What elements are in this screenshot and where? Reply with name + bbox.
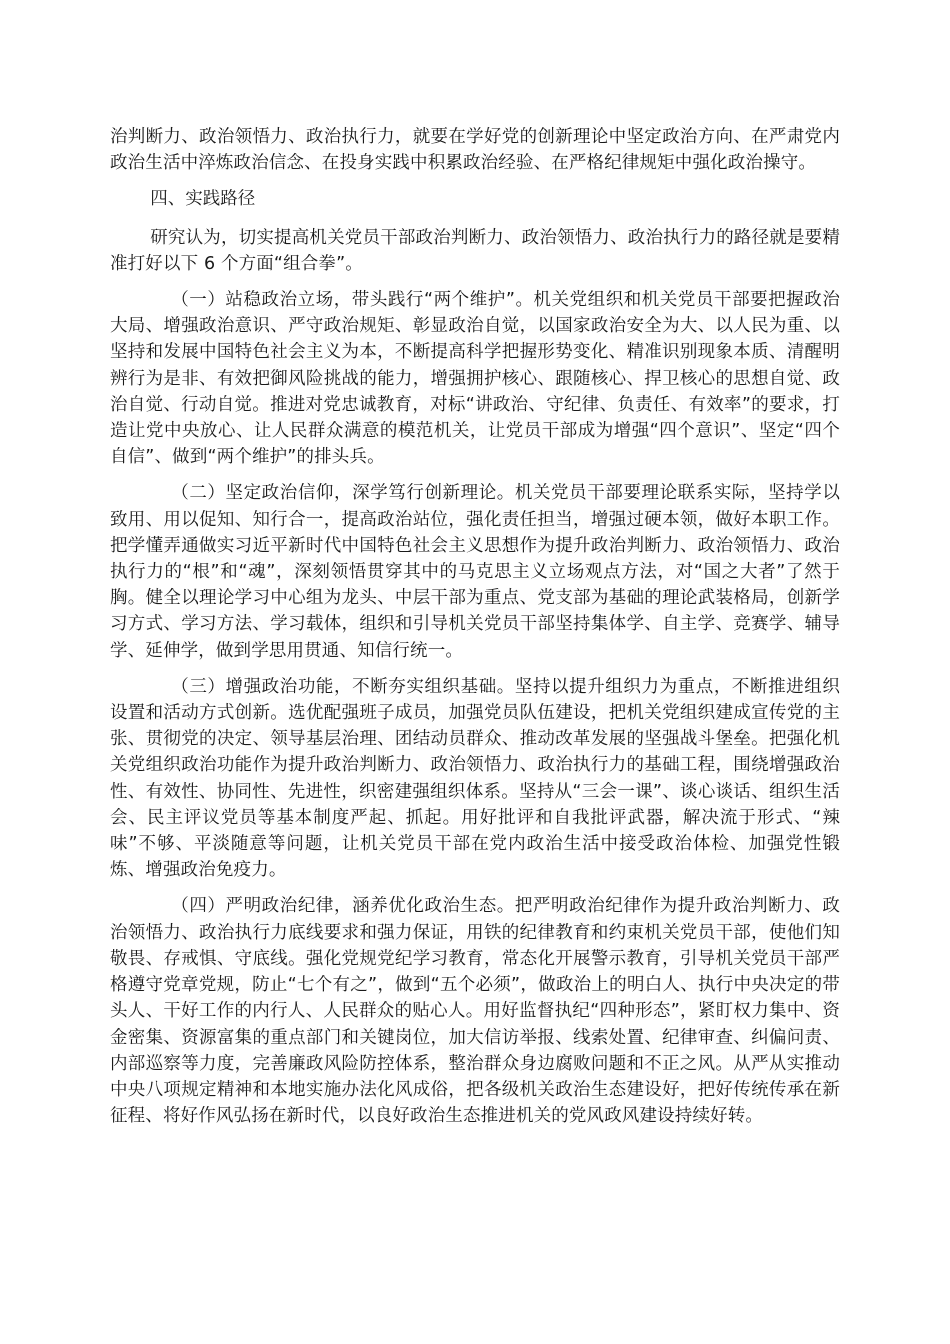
paragraph-item-4: （四）严明政治纪律，涵养优化政治生态。把严明政治纪律作为提升政治判断力、政治领悟力、政治执行力底线要求和强力保证，用铁的纪律教育和约束机关党员干部，使他们知敬畏、存戒惧、守底线。强化党规党纪学习教育，常态化开展警示教育，引导机关党员干部严格遵守党章党规，防止“七个有之”，做到“五个必须”，做政治上的明白人、执行中央决定的带头人、干好工作的内行人、人民群众的贴心人。用好监督执纪“四种形态”，紧盯权力集中、资金密集、资源富集的重点部门和关键岗位，加大信访举报、线索处置、纪律审查、纠偏问责、内部巡察等力度，完善廉政风险防控体系，整治群众身边腐败问题和不正之风。从严从实推动中央八项规定精神和本地实施办法化风成俗，把各级机关政治生态建设好，把好传统传承在新征程、将好作风弘扬在新时代，以良好政治生态推进机关的党风政风建设持续好转。 xyxy=(110,896,840,1127)
document-page xyxy=(110,124,840,1139)
section-heading-practice-path: 四、实践路径 xyxy=(150,189,256,210)
paragraph-intro: 研究认为，切实提高机关党员干部政治判断力、政治领悟力、政治执行力的路径就是要精准打好以下 6 个方面“组合拳”。 xyxy=(110,227,840,274)
paragraph-item-2: （二）坚定政治信仰，深学笃行创新理论。机关党员干部要理论联系实际，坚持学以致用、用以促知、知行合一，提高政治站位，强化责任担当，增强过硬本领，做好本职工作。把学懂弄通做实习近平新时代中国特色社会主义思想作为提升政治判断力、政治领悟力、政治执行力的“根”和“魂”，深刻领悟贯穿其中的马克思主义立场观点方法，对“国之大者”了然于胸。健全以理论学习中心组为龙头、中层干部为重点、党支部为基础的理论武装格局，创新学习方式、学习方法、学习载体，组织和引导机关党员干部坚持集体学、自主学、竞赛学、辅导学、延伸学，做到学思用贯通、知信行统一。 xyxy=(110,483,840,661)
paragraph-item-3: （三）增强政治功能，不断夯实组织基础。坚持以提升组织力为重点，不断推进组织设置和活动方式创新。选优配强班子成员，加强党员队伍建设，把机关党组织建成宣传党的主张、贯彻党的决定、领导基层治理、团结动员群众、推动改革发展的坚强战斗堡垒。把强化机关党组织政治功能作为提升政治判断力、政治领悟力、政治执行力的基础工程，围绕增强政治性、有效性、协同性、先进性，织密建强组织体系。坚持从“三会一课”、谈心谈话、组织生活会、民主评议党员等基本制度严起、抓起。用好批评和自我批评武器，解决流于形式、“辣味”不够、平淡随意等问题，让机关党员干部在党内政治生活中接受政治体检、加强党性锻炼、增强政治免疫力。 xyxy=(110,676,840,881)
paragraph-continuation: 治判断力、政治领悟力、政治执行力，就要在学好党的创新理论中坚定政治方向、在严肃党内政治生活中淬炼政治信念、在投身实践中积累政治经验、在严格纪律规矩中强化政治操守。 xyxy=(110,127,840,174)
paragraph-item-1: （一）站稳政治立场，带头践行“两个维护”。机关党组织和机关党员干部要把握政治大局、增强政治意识、严守政治规矩、彰显政治自觉，以国家政治安全为大、以人民为重、以坚持和发展中国特色社会主义为本，不断提高科学把握形势变化、精准识别现象本质、清醒明辨行为是非、有效把御风险挑战的能力，增强拥护核心、跟随核心、捍卫核心的思想自觉、政治自觉、行动自觉。推进对党忠诚教育，对标“讲政治、守纪律、负责任、有效率”的要求，打造让党中央放心、让人民群众满意的模范机关，让党员干部成为增强“四个意识”、坚定“四个自信”、做到“两个维护”的排头兵。 xyxy=(110,290,840,468)
